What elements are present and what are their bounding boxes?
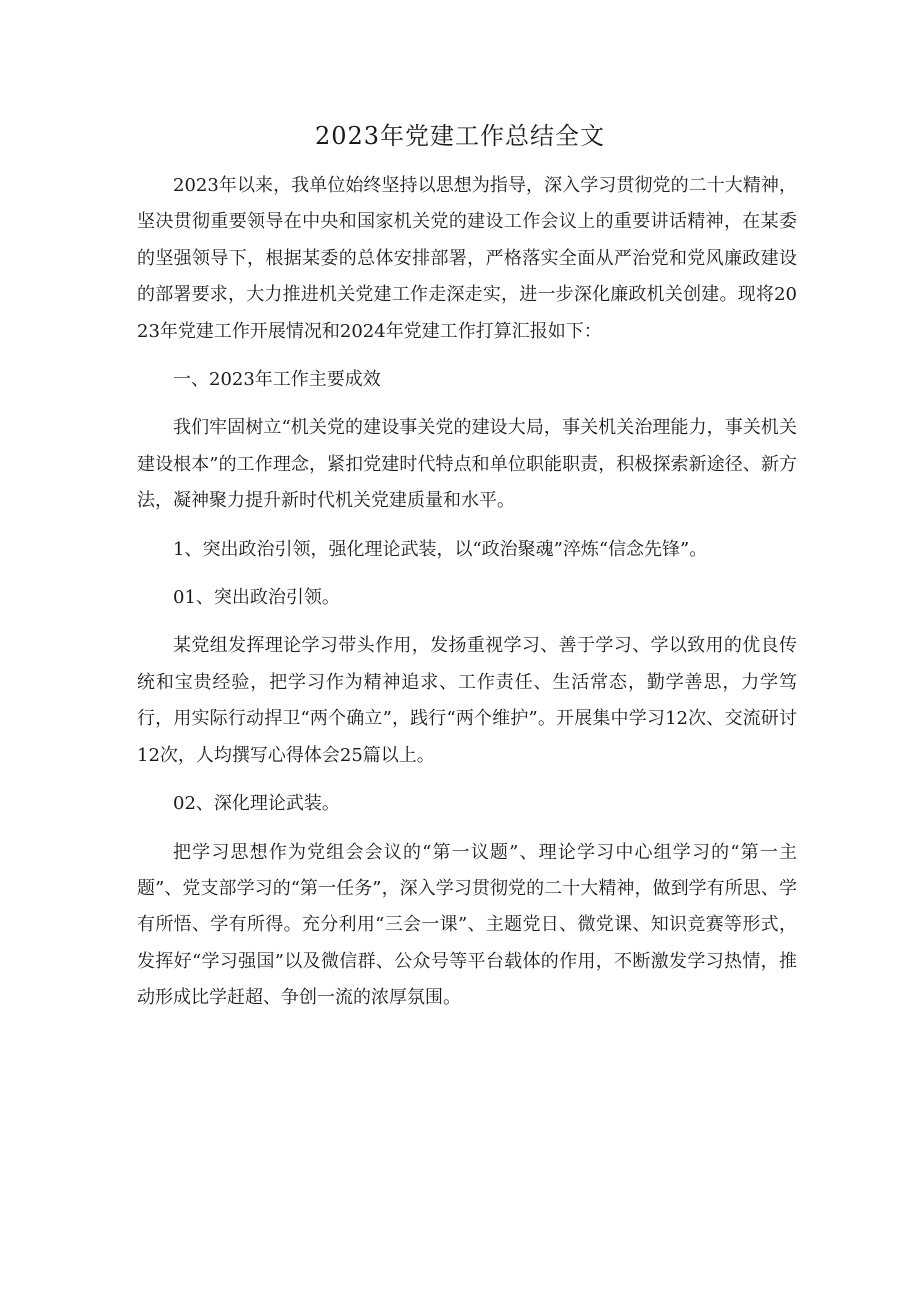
item-paragraph-01: 某党组发挥理论学习带头作用，发扬重视学习、善于学习、学以致用的优良传统和宝贵经验，把学习作为精神追求、工作责任、生活常态，勤学善思，力学笃行，用实际行动捍卫“两个确立”，践行“两个维护”。开展集中学习12次、交流研讨12次，人均撰写心得体会25篇以上。 [137,635,797,766]
section-heading-achievements: 一、2023年工作主要成效 [173,369,381,391]
document-title: 2023年党建工作总结全文 [314,122,606,150]
subheading-political-guidance: 1、突出政治引领，强化理论武装，以“政治聚魂”淬炼“信念先锋”。 [173,538,708,560]
intro-paragraph: 2023年以来，我单位始终坚持以思想为指导，深入学习贯彻党的二十大精神，坚决贯彻重要领导在中央和国家机关党的建设工作会议上的重要讲话精神，在某委的坚强领导下，根据某委的总体安排部署，严格落实全面从严治党和党风廉政建设的部署要求，大力推进机关党建工作走深走实，进一步深化廉政机关创建。现将2023年党建工作开展情况和2024年党建工作打算汇报如下： [137,175,797,342]
section-intro-paragraph: 我们牢固树立“机关党的建设事关党的建设大局，事关机关治理能力，事关机关建设根本”的工作理念，紧扣党建时代特点和单位职能职责，积极探索新途径、新方法，凝神聚力提升新时代机关党建质量和水平。 [137,417,797,512]
item-heading-01: 01、突出政治引领。 [173,587,340,609]
item-heading-02: 02、深化理论武装。 [173,793,340,815]
item-paragraph-02: 把学习思想作为党组会会议的“第一议题”、理论学习中心组学习的“第一主题”、党支部学习的“第一任务”，深入学习贯彻党的二十大精神，做到学有所思、学有所悟、学有所得。充分利用“三会一课”、主题党日、微党课、知识竞赛等形式，发挥好“学习强国”以及微信群、公众号等平台载体的作用，不断激发学习热情，推动形成比学赶超、争创一流的浓厚氛围。 [137,841,797,1009]
document-body [137,168,797,1029]
